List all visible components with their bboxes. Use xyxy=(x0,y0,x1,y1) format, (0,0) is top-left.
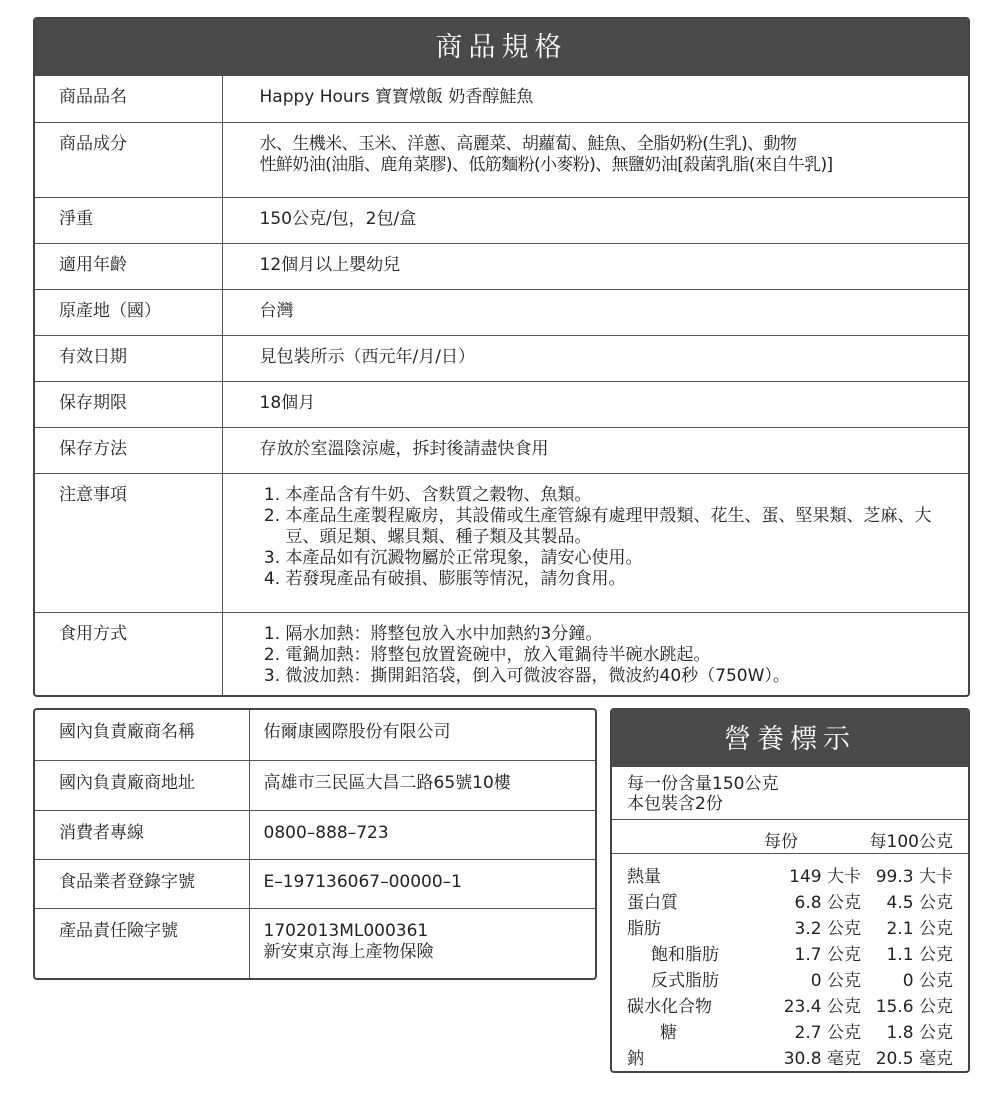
spec-table xyxy=(33,17,970,697)
nutrient-per-100g: 99.3 大卡 xyxy=(875,867,953,887)
vendor-rows xyxy=(35,710,595,978)
spec-label: 原產地（國） xyxy=(35,289,222,335)
nutrient-name: 飽和脂肪 xyxy=(651,945,719,965)
nutrient-per-serving: 30.8 毫克 xyxy=(783,1049,861,1069)
serving-size: 每一份含量150公克 xyxy=(627,774,779,794)
nutrient-per-100g: 2.1 公克 xyxy=(886,919,953,939)
nutrient-row-energy xyxy=(612,864,968,890)
nutrient-name: 反式脂肪 xyxy=(651,971,719,991)
insurance-company: 新安東京海上產物保險 xyxy=(263,941,434,962)
vendor-label: 國內負責廠商地址 xyxy=(35,760,249,810)
notice-item: 3. 本產品如有沉澱物屬於正常現象，請安心使用。 xyxy=(286,548,965,569)
nutrient-per-100g: 4.5 公克 xyxy=(886,893,953,913)
serving-info xyxy=(612,767,968,820)
nutrition-rows xyxy=(612,854,968,1072)
nutrient-name: 脂肪 xyxy=(627,919,661,939)
nutrient-per-100g: 20.5 毫克 xyxy=(875,1049,953,1069)
spec-value xyxy=(222,473,968,612)
nutrition-title: 營養標示 xyxy=(612,710,968,767)
spec-value: 台灣 xyxy=(222,289,968,335)
nutrient-row-protein xyxy=(612,890,968,916)
nutrient-row-carbohydrate xyxy=(612,994,968,1020)
vendor-label: 產品責任險字號 xyxy=(35,908,249,978)
spec-row-weight xyxy=(35,197,968,243)
nutrient-name: 鈉 xyxy=(627,1049,644,1069)
usage-item: 3. 微波加熱：撕開鋁箔袋，倒入可微波容器，微波約40秒（750W）。 xyxy=(286,666,965,687)
spec-value: 存放於室溫陰涼處，拆封後請盡快食用 xyxy=(222,427,968,473)
nutrient-per-serving: 0 公克 xyxy=(810,971,861,991)
spec-label: 商品品名 xyxy=(35,76,222,122)
spec-value: Happy Hours 寶寶燉飯 奶香醇鮭魚 xyxy=(222,76,968,122)
spec-label: 食用方式 xyxy=(35,612,222,697)
spec-row-ingredients xyxy=(35,122,968,197)
usage-item: 1. 隔水加熱：將整包放入水中加熱約3分鐘。 xyxy=(286,624,965,645)
nutrient-per-serving: 3.2 公克 xyxy=(794,919,861,939)
nutrient-per-serving: 23.4 公克 xyxy=(783,997,861,1017)
spec-row-usage xyxy=(35,612,968,697)
notice-item: 2. 本產品生產製程廠房，其設備或生產管線有處理甲殼類、花生、蛋、堅果類、芝麻、大豆、頭足類、螺貝類、種子類及其製品。 xyxy=(286,506,965,548)
spec-label: 淨重 xyxy=(35,197,222,243)
spec-rows xyxy=(35,76,968,697)
vendor-row-hotline xyxy=(35,810,595,859)
servings-per-package: 本包裝含2份 xyxy=(627,794,723,814)
spec-label: 商品成分 xyxy=(35,122,222,197)
spec-row-origin xyxy=(35,289,968,335)
nutrient-per-serving: 6.8 公克 xyxy=(794,893,861,913)
nutrient-per-100g: 1.1 公克 xyxy=(886,945,953,965)
spec-value xyxy=(222,122,968,197)
spec-row-expiry xyxy=(35,335,968,381)
vendor-row-insurance xyxy=(35,908,595,978)
nutrition-column-headers xyxy=(612,820,968,854)
spec-row-age xyxy=(35,243,968,289)
spec-value xyxy=(222,612,968,697)
vendor-value xyxy=(249,908,595,978)
spec-row-storage xyxy=(35,427,968,473)
vendor-row-registration xyxy=(35,859,595,908)
col-per-serving: 每份 xyxy=(764,832,798,852)
spec-value: 18個月 xyxy=(222,381,968,427)
vendor-value: 高雄市三民區大昌二路65號10樓 xyxy=(249,760,595,810)
nutrient-name: 蛋白質 xyxy=(627,893,678,913)
vendor-table xyxy=(33,708,597,980)
vendor-row-company xyxy=(35,710,595,760)
ingredient-line: 水、生機米、玉米、洋蔥、高麗菜、胡蘿蔔、鮭魚、全脂奶粉(生乳)、動物 xyxy=(259,133,797,154)
nutrient-row-sugar xyxy=(612,1020,968,1046)
spec-label: 適用年齡 xyxy=(35,243,222,289)
nutrient-per-serving: 1.7 公克 xyxy=(794,945,861,965)
spec-value: 見包裝所示（西元年/月/日） xyxy=(222,335,968,381)
nutrient-row-saturated-fat xyxy=(612,942,968,968)
insurance-number: 1702013ML000361 xyxy=(263,920,429,941)
nutrient-name: 熱量 xyxy=(627,867,661,887)
nutrient-row-fat xyxy=(612,916,968,942)
spec-label: 保存期限 xyxy=(35,381,222,427)
vendor-label: 食品業者登錄字號 xyxy=(35,859,249,908)
spec-value: 12個月以上嬰幼兒 xyxy=(222,243,968,289)
spec-label: 有效日期 xyxy=(35,335,222,381)
nutrient-per-serving: 149 大卡 xyxy=(789,867,861,887)
spec-label: 注意事項 xyxy=(35,473,222,612)
nutrient-row-sodium xyxy=(612,1046,968,1072)
nutrient-row-trans-fat xyxy=(612,968,968,994)
nutrient-per-100g: 15.6 公克 xyxy=(875,997,953,1017)
nutrient-name: 糖 xyxy=(660,1023,677,1043)
spec-row-shelf-life xyxy=(35,381,968,427)
vendor-value: 0800–888–723 xyxy=(249,810,595,859)
vendor-value: E–197136067–00000–1 xyxy=(249,859,595,908)
nutrition-panel xyxy=(610,708,970,1073)
spec-row-name xyxy=(35,76,968,122)
spec-row-notes xyxy=(35,473,968,612)
vendor-row-address xyxy=(35,760,595,810)
nutrient-per-serving: 2.7 公克 xyxy=(794,1023,861,1043)
spec-title: 商品規格 xyxy=(35,19,968,76)
vendor-label: 國內負責廠商名稱 xyxy=(35,710,249,760)
usage-item: 2. 電鍋加熱：將整包放置瓷碗中，放入電鍋待半碗水跳起。 xyxy=(286,645,965,666)
col-per-100g: 每100公克 xyxy=(869,832,953,852)
nutrient-per-100g: 0 公克 xyxy=(902,971,953,991)
vendor-value: 佑爾康國際股份有限公司 xyxy=(249,710,595,760)
notice-item: 1. 本產品含有牛奶、含麩質之穀物、魚類。 xyxy=(286,485,965,506)
ingredient-line: 性鮮奶油(油脂、鹿角菜膠)、低筋麵粉(小麥粉)、無鹽奶油[殺菌乳脂(來自牛乳)] xyxy=(259,154,833,175)
nutrient-per-100g: 1.8 公克 xyxy=(886,1023,953,1043)
notice-item: 4. 若發現產品有破損、膨脹等情況，請勿食用。 xyxy=(286,569,965,590)
spec-label: 保存方法 xyxy=(35,427,222,473)
nutrient-name: 碳水化合物 xyxy=(627,997,712,1017)
vendor-label: 消費者專線 xyxy=(35,810,249,859)
spec-value: 150公克/包，2包/盒 xyxy=(222,197,968,243)
